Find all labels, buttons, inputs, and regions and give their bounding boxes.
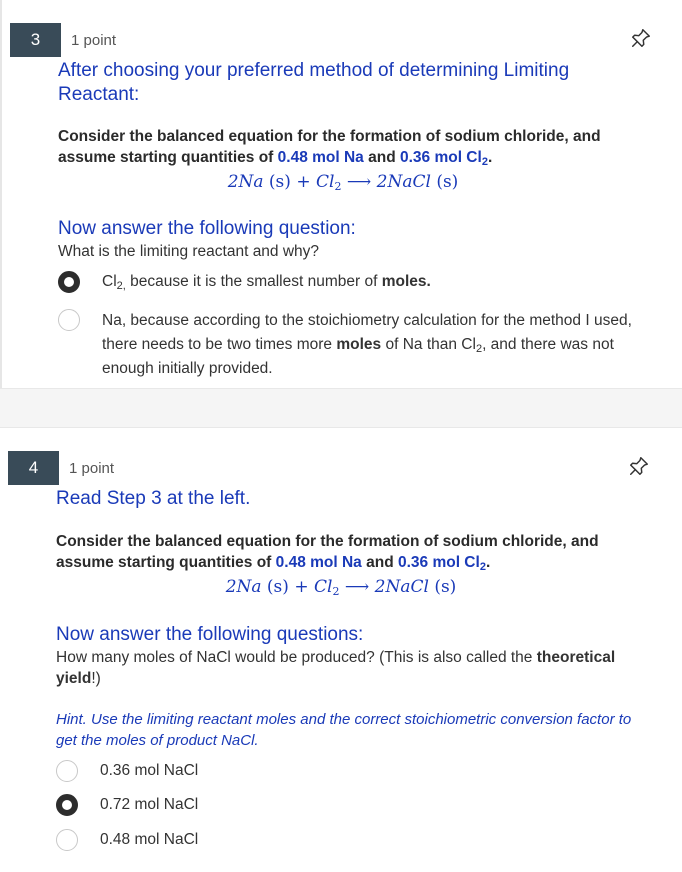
answer-option[interactable] xyxy=(58,271,658,297)
question-heading: Read Step 3 at the left. xyxy=(56,488,251,509)
question-subheading: Now answer the following questions: xyxy=(56,624,364,645)
answer-option[interactable] xyxy=(56,794,656,818)
option-label: 0.36 mol NaCl xyxy=(100,762,199,779)
answer-option[interactable] xyxy=(56,829,656,853)
question-stem: Consider the balanced equation for the formation of sodium chloride, and assume starting quantities of 0.48 mol Na and 0.36 mol $Cl_2$. xyxy=(56,533,599,573)
radio-selected[interactable] xyxy=(56,794,78,816)
question-4-card xyxy=(0,428,682,872)
option-label: Na, because according to the stoichiometry calculation for the method I used, there needs to be two times more moles of Na than $Cl_2$, and there was not enough initially provided. xyxy=(102,312,632,377)
radio-unselected[interactable] xyxy=(56,760,78,782)
question-heading: After choosing your preferred method of determining Limiting Reactant: xyxy=(58,60,570,105)
question-3-card xyxy=(0,0,682,388)
radio-unselected[interactable] xyxy=(56,829,78,851)
option-label: 0.72 mol NaCl xyxy=(100,796,199,813)
answer-option[interactable] xyxy=(56,760,656,784)
radio-selected[interactable] xyxy=(58,271,80,293)
hint-text: Hint. Use the limiting reactant moles and the correct stoichiometric conversion factor to get the moles of product NaCl. xyxy=(56,711,632,749)
question-points: 1 point xyxy=(69,460,115,477)
option-label: $Cl_{2,}$ because it is the smallest number of moles. xyxy=(102,273,431,292)
question-subheading: Now answer the following question: xyxy=(58,218,356,239)
answer-option[interactable] xyxy=(58,309,658,381)
question-number-badge: 3 xyxy=(10,23,61,57)
question-text: What is the limiting reactant and why? xyxy=(58,243,320,260)
balanced-equation: 2Na $(s) + Cl_2$ ⟶ 2NaCl (s) xyxy=(227,172,459,193)
question-text: How many moles of NaCl would be produced? (This is also called the theoretical yield!) xyxy=(56,649,616,687)
question-number-badge: 4 xyxy=(8,451,59,485)
option-label: 0.48 mol NaCl xyxy=(100,831,199,848)
question-points: 1 point xyxy=(71,32,117,49)
question-divider xyxy=(0,388,682,428)
pin-icon[interactable] xyxy=(628,455,650,477)
radio-unselected[interactable] xyxy=(58,309,80,331)
pin-icon[interactable] xyxy=(630,27,652,49)
question-stem: Consider the balanced equation for the formation of sodium chloride, and assume starting quantities of 0.48 mol Na and 0.36 mol $Cl_2$. xyxy=(58,128,601,168)
balanced-equation: 2Na $(s) + Cl_2$ ⟶ 2NaCl (s) xyxy=(225,577,457,598)
